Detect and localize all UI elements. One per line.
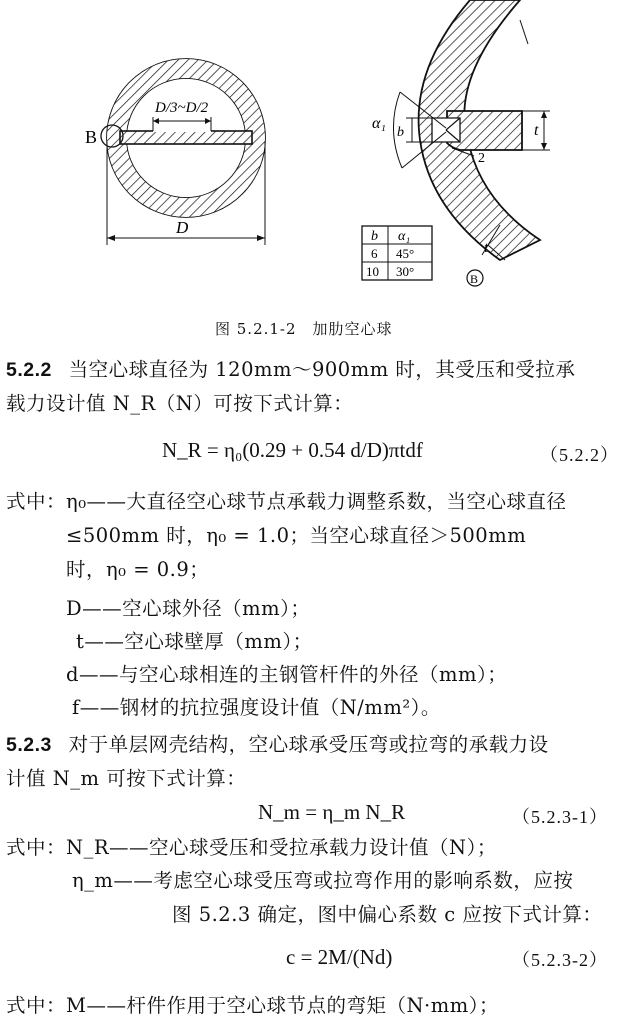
alpha-label: α₁ <box>372 115 386 132</box>
table-cell: 6 <box>371 246 378 261</box>
ribbed-hollow-sphere-figure <box>0 0 636 310</box>
detail-b-marker-label: B <box>470 272 479 286</box>
formula-number: （5.2.3-1） <box>512 807 608 827</box>
where-f: f——钢材的抗拉强度设计值（N/mm²）。 <box>72 696 441 719</box>
b-label: b <box>397 125 404 140</box>
leader-2-label: 2 <box>478 151 485 166</box>
table-header-b: b <box>371 229 378 244</box>
table-cell: 10 <box>366 264 379 279</box>
where-t: t——空心球壁厚（mm）； <box>76 630 313 653</box>
t-label-right: t <box>534 122 539 139</box>
section-5-2-3-line2: 计值 N_m 可按下式计算： <box>6 767 247 790</box>
table-cell: 30° <box>396 264 415 279</box>
where-D: D——空心球外径（mm）； <box>66 597 311 620</box>
where-M: 式中：M——杆件作用于空心球节点的弯矩（N·mm）； <box>6 994 499 1017</box>
figure-caption: 图 5.2.1-2 加肋空心球 <box>215 320 393 338</box>
table-header-alpha: α₁ <box>398 229 411 244</box>
where-etam-line1: η_m——考虑空心球受压弯或拉弯作用的影响系数，应按 <box>72 869 574 892</box>
where-etam-line2: 图 5.2.3 确定，图中偏心系数 c 应按下式计算： <box>172 903 603 926</box>
table-cell: 45° <box>396 246 415 261</box>
t-label-bottom: t <box>484 240 489 256</box>
section-number: 5.2.3 <box>6 734 52 756</box>
formula-5-2-3-1: N_m = η_m N_R <box>258 800 406 824</box>
section-5-2-2-line2: 载力设计值 N_R（N）可按下式计算： <box>6 392 354 415</box>
section-5-2-3-line1: 5.2.3 对于单层网壳结构，空心球承受压弯或拉弯的承载力设 <box>6 733 549 756</box>
where-NR: 式中：N_R——空心球受压和受拉承载力设计值（N）； <box>6 836 497 859</box>
diameter-label: D <box>176 218 189 237</box>
formula-5-2-3-2: c = 2M/(Nd) <box>286 945 393 969</box>
rib-opening-label: D/3~D/2 <box>155 100 209 116</box>
section-number: 5.2.2 <box>6 359 52 381</box>
where-eta0-line2: ≤500mm 时，η₀ = 1.0；当空心球直径＞500mm <box>66 524 527 547</box>
formula-5-2-2: N_R = η₀(0.29 + 0.54 d/D)πtdf <box>162 438 423 462</box>
where-d: d——与空心球相连的主钢管杆件的外径（mm）； <box>66 663 508 686</box>
section-5-2-2-line1: 5.2.2 当空心球直径为 120mm～900mm 时，其受压和受拉承 <box>6 358 576 381</box>
formula-number: （5.2.2） <box>540 445 619 465</box>
detail-b-drawing <box>393 0 550 260</box>
where-eta0-line3: 时，η₀ = 0.9； <box>66 558 210 581</box>
where-eta0-line1: 式中：η₀——大直径空心球节点承载力调整系数，当空心球直径 <box>6 490 567 513</box>
detail-label-b: B <box>85 127 98 147</box>
formula-number: （5.2.3-2） <box>512 950 608 970</box>
